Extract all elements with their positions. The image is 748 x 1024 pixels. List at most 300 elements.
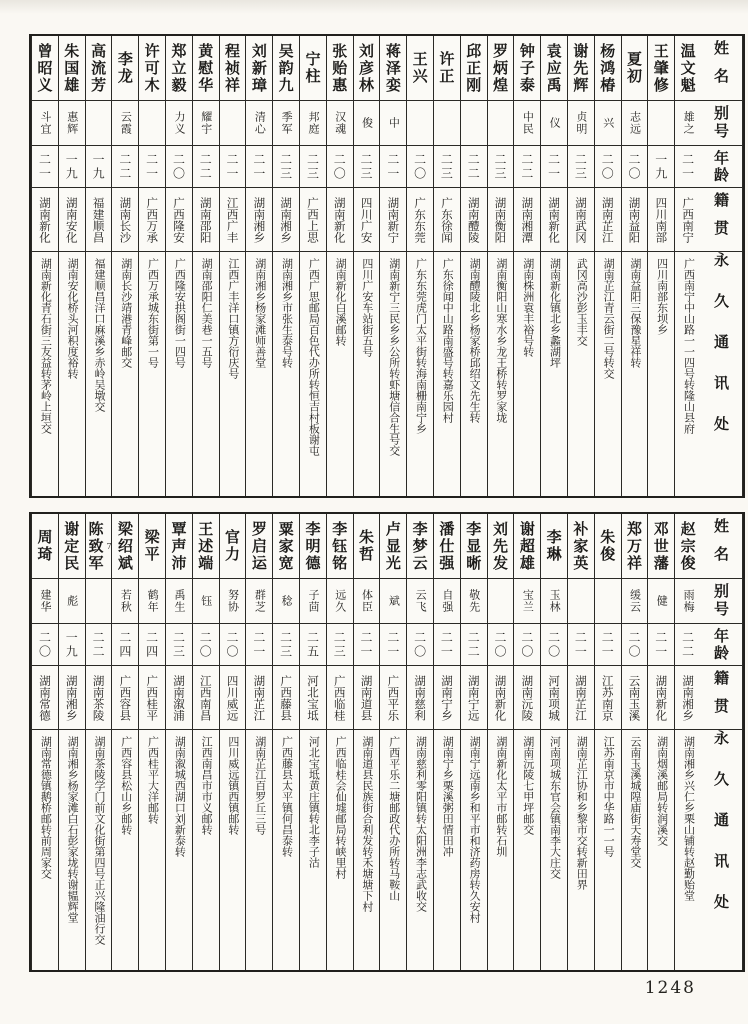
age-text: 一九 xyxy=(64,630,79,659)
person-column xyxy=(567,514,594,970)
age-text: 二〇 xyxy=(37,630,52,659)
address-text: 湖南沅陵七甲坪邮交 xyxy=(521,736,535,835)
age-text: 二三 xyxy=(171,630,186,659)
address-cell xyxy=(220,251,246,496)
address-cell xyxy=(622,729,648,970)
person-column xyxy=(58,514,85,970)
native-text: 湖南新化 xyxy=(547,196,562,243)
age-cell xyxy=(622,623,648,665)
name-cell xyxy=(648,36,674,100)
alias-cell xyxy=(246,578,272,623)
name-cell xyxy=(139,36,165,100)
name-text: 郑万祥 xyxy=(625,520,643,572)
alias-cell xyxy=(541,578,567,623)
address-text: 湖南安化桥头河积度裕转 xyxy=(66,258,80,379)
native-text: 湖南益阳 xyxy=(627,196,642,243)
name-cell xyxy=(488,36,514,100)
native-cell xyxy=(327,187,353,251)
native-cell xyxy=(488,665,514,729)
age-text: 二〇 xyxy=(412,630,427,659)
name-text: 钟子泰 xyxy=(517,42,536,94)
native-text: 湖南芷江 xyxy=(600,196,615,243)
name-cell xyxy=(86,36,112,100)
name-cell xyxy=(220,514,246,578)
alias-cell xyxy=(380,578,406,623)
header-name-cell xyxy=(701,36,742,100)
alias-cell xyxy=(300,578,326,623)
native-cell xyxy=(166,665,192,729)
alias-text: 云飞 xyxy=(414,589,428,613)
age-text: 二二 xyxy=(519,152,534,181)
age-cell xyxy=(675,623,701,665)
name-text: 吴韵九 xyxy=(276,42,295,94)
person-column xyxy=(326,514,353,970)
alias-text: 钰 xyxy=(199,595,213,607)
native-text: 湖南沅陵 xyxy=(520,674,535,721)
alias-cell xyxy=(622,578,648,623)
alias-text: 宝兰 xyxy=(521,589,535,613)
name-cell xyxy=(273,36,299,100)
age-cell xyxy=(461,145,487,187)
age-text: 二一 xyxy=(251,630,266,659)
person-column xyxy=(513,36,540,496)
age-text: 二二 xyxy=(117,152,132,181)
name-cell xyxy=(568,514,594,578)
name-text: 周琦 xyxy=(35,529,54,563)
address-text: 广西隆安拱阁街一四号 xyxy=(173,258,187,368)
native-text: 广西隆安 xyxy=(171,196,186,243)
age-text: 二一 xyxy=(385,152,400,181)
alias-cell xyxy=(461,578,487,623)
age-cell xyxy=(595,623,621,665)
name-cell xyxy=(407,514,433,578)
native-cell xyxy=(327,665,353,729)
age-cell xyxy=(220,145,246,187)
person-column xyxy=(567,36,594,496)
address-text: 湖南茶陵学门前文化街第四号正兴隆油行交 xyxy=(92,736,106,945)
alias-cell xyxy=(514,100,540,145)
address-text: 湖南宁远南乡和平市和济药房转久安村 xyxy=(468,736,482,923)
age-cell xyxy=(246,623,272,665)
address-text: 广西平乐二塘邮政代办所转马鞍山 xyxy=(387,736,401,901)
header-column xyxy=(701,36,743,496)
address-cell xyxy=(32,251,58,496)
address-cell xyxy=(514,729,540,970)
age-text: 二三 xyxy=(359,152,374,181)
alias-cell xyxy=(273,100,299,145)
alias-cell xyxy=(380,100,406,145)
alias-text: 努协 xyxy=(226,589,240,613)
address-cell xyxy=(246,729,272,970)
age-text: 二一 xyxy=(359,630,374,659)
alias-text: 兴 xyxy=(601,117,615,129)
native-cell xyxy=(220,665,246,729)
address-cell xyxy=(541,251,567,496)
address-cell xyxy=(112,729,138,970)
address-cell xyxy=(622,251,648,496)
address-cell xyxy=(648,729,674,970)
age-text: 二一 xyxy=(225,152,240,181)
address-text: 湖南醴陵北乡杨家桥邱绍文先生转 xyxy=(468,258,482,423)
alias-cell xyxy=(220,578,246,623)
native-cell xyxy=(648,665,674,729)
address-text: 广西广思邮局百色代办所转恒吉村板谢屯 xyxy=(307,258,321,456)
alias-text: 俊 xyxy=(360,117,374,129)
name-cell xyxy=(300,514,326,578)
name-text: 邓世藩 xyxy=(651,520,670,572)
person-column xyxy=(31,36,58,496)
address-text: 湖南道县民族街合利发转禾塘塘下村 xyxy=(360,736,374,912)
address-cell xyxy=(648,251,674,496)
age-text: 二〇 xyxy=(171,152,186,181)
native-text: 湖南湘乡 xyxy=(252,196,267,243)
age-text: 二三 xyxy=(439,152,454,181)
name-cell xyxy=(32,36,58,100)
age-cell xyxy=(86,145,112,187)
alias-cell xyxy=(434,100,460,145)
person-column xyxy=(540,36,567,496)
age-cell xyxy=(648,623,674,665)
page-number: 1248 xyxy=(644,978,696,998)
name-cell xyxy=(675,36,701,100)
native-text: 湖南邵阳 xyxy=(198,196,213,243)
native-text: 福建顺昌 xyxy=(91,196,106,243)
address-cell xyxy=(461,251,487,496)
native-text: 湖南道县 xyxy=(359,674,374,721)
address-text: 湖南溆城西湖口刘新泰转 xyxy=(173,736,187,857)
native-cell xyxy=(139,187,165,251)
address-cell xyxy=(380,251,406,496)
alias-text: 邦庭 xyxy=(306,111,320,135)
address-text: 湖南新化青石街三友益转茅岭上垣交 xyxy=(39,258,53,434)
name-text: 王肇修 xyxy=(651,42,670,94)
native-text: 广东徐闻 xyxy=(439,196,454,243)
person-column xyxy=(674,514,701,970)
alias-cell xyxy=(434,578,460,623)
name-cell xyxy=(86,514,112,578)
alias-text: 健 xyxy=(655,595,669,607)
native-text: 湖南茶陵 xyxy=(91,674,106,721)
person-column xyxy=(165,514,192,970)
name-cell xyxy=(568,36,594,100)
native-cell xyxy=(354,187,380,251)
address-text: 湖南湘乡市张生泰号转 xyxy=(280,258,294,368)
header-alias-cell xyxy=(701,100,742,145)
native-cell xyxy=(380,665,406,729)
alias-cell xyxy=(166,100,192,145)
person-column xyxy=(674,36,701,496)
native-cell xyxy=(434,665,460,729)
native-cell xyxy=(246,665,272,729)
address-text: 湖南湘乡兴仁乡栗山铺转赵勤贻堂 xyxy=(682,736,696,901)
address-text: 广东徐闻中山路南盛号转嘉乐园村 xyxy=(441,258,455,423)
native-cell xyxy=(514,665,540,729)
address-text: 河北宝坻黄庄镇转北李子沽 xyxy=(307,736,321,868)
address-cell xyxy=(675,729,701,970)
address-text: 湖南衡阳山寒水乡龙王桥转罗家垅 xyxy=(494,258,508,423)
header-age-cell xyxy=(701,145,742,187)
alias-cell xyxy=(220,100,246,145)
age-text: 二〇 xyxy=(627,152,641,181)
age-cell xyxy=(568,145,594,187)
address-cell xyxy=(568,251,594,496)
stray-mark: 7 xyxy=(106,541,112,551)
name-text: 谢定民 xyxy=(62,520,81,572)
address-text: 湖南芷江百罗丘三号 xyxy=(253,736,267,835)
alias-text: 汉魂 xyxy=(333,111,347,135)
native-text: 广西桂平 xyxy=(145,674,160,721)
alias-cell xyxy=(273,578,299,623)
header-native-cell xyxy=(701,665,742,729)
name-text: 郑立毅 xyxy=(169,42,188,94)
directory-table-bottom xyxy=(29,512,745,972)
native-text: 湖南新宁 xyxy=(386,196,401,243)
age-text: 二三 xyxy=(305,152,320,181)
alias-text: 自强 xyxy=(440,589,454,613)
age-cell xyxy=(622,145,648,187)
alias-cell xyxy=(595,100,621,145)
address-text: 广西容县松山乡邮转 xyxy=(119,736,133,835)
native-cell xyxy=(273,665,299,729)
native-text: 湖南宁远 xyxy=(466,674,481,721)
person-column xyxy=(245,36,272,496)
age-text: 二一 xyxy=(680,152,695,181)
native-text: 湖南芷江 xyxy=(573,674,588,721)
native-cell xyxy=(514,187,540,251)
name-cell xyxy=(59,514,85,578)
alias-text: 季军 xyxy=(280,111,294,135)
address-cell xyxy=(568,729,594,970)
name-text: 蒋泽娈 xyxy=(383,42,402,94)
address-text: 湖南湘乡杨家滩师善堂 xyxy=(253,258,267,368)
name-cell xyxy=(514,514,540,578)
native-text: 湖南湘乡 xyxy=(681,674,696,721)
person-column xyxy=(85,36,112,496)
address-cell xyxy=(112,251,138,496)
age-cell xyxy=(220,623,246,665)
native-text: 广西南宁 xyxy=(681,196,696,243)
age-text: 二〇 xyxy=(493,630,508,659)
age-text: 二一 xyxy=(251,152,266,181)
native-cell xyxy=(541,187,567,251)
age-text: 二三 xyxy=(332,630,347,659)
address-text: 江苏南京市中华路一一号 xyxy=(602,736,616,857)
person-column xyxy=(353,36,380,496)
native-cell xyxy=(541,665,567,729)
name-cell xyxy=(220,36,246,100)
alias-text: 禹生 xyxy=(172,589,186,613)
address-cell xyxy=(139,729,165,970)
header-age-cell xyxy=(701,623,742,665)
address-cell xyxy=(675,251,701,496)
native-text: 四川南部 xyxy=(654,196,669,243)
native-cell xyxy=(434,187,460,251)
alias-text: 远久 xyxy=(333,589,347,613)
name-text: 朱哲 xyxy=(357,529,376,563)
address-text: 湖南新化白溪邮转 xyxy=(334,258,348,346)
age-text: 二一 xyxy=(546,152,561,181)
name-cell xyxy=(246,514,272,578)
address-cell xyxy=(86,729,112,970)
address-cell xyxy=(434,251,460,496)
native-text: 湖南醴陵 xyxy=(466,196,481,243)
alias-text: 雨梅 xyxy=(682,589,696,613)
age-cell xyxy=(32,145,58,187)
address-cell xyxy=(407,251,433,496)
name-text: 邱正刚 xyxy=(464,42,483,94)
person-column xyxy=(138,36,165,496)
header-alias-label: 别号 xyxy=(712,583,730,619)
address-text: 湖南新化镇北乡蠡湖坪 xyxy=(548,258,562,368)
name-cell xyxy=(541,36,567,100)
alias-cell xyxy=(32,100,58,145)
age-text: 二二 xyxy=(680,630,695,659)
native-text: 湖南湘乡 xyxy=(279,196,294,243)
native-cell xyxy=(300,665,326,729)
alias-text: 斌 xyxy=(387,595,401,607)
age-text: 二〇 xyxy=(225,630,240,659)
alias-cell xyxy=(59,578,85,623)
name-text: 李钰铭 xyxy=(330,520,349,572)
age-cell xyxy=(488,145,514,187)
address-cell xyxy=(220,729,246,970)
address-cell xyxy=(193,729,219,970)
age-text: 二一 xyxy=(37,152,52,181)
alias-cell xyxy=(300,100,326,145)
native-cell xyxy=(59,665,85,729)
age-cell xyxy=(112,145,138,187)
native-text: 广西万承 xyxy=(145,196,160,243)
age-cell xyxy=(434,623,460,665)
header-alias-cell xyxy=(701,578,742,623)
name-cell xyxy=(112,514,138,578)
age-text: 二〇 xyxy=(412,152,427,181)
name-text: 覃声沛 xyxy=(169,520,188,572)
address-cell xyxy=(139,251,165,496)
name-text: 陈致军 xyxy=(86,520,105,572)
name-cell xyxy=(461,514,487,578)
address-text: 湖南烟溪邮局转润溪交 xyxy=(655,736,669,846)
age-cell xyxy=(541,623,567,665)
name-text: 王述端 xyxy=(196,520,215,572)
age-text: 二〇 xyxy=(198,630,213,659)
alias-text: 体臣 xyxy=(360,589,374,613)
person-column xyxy=(31,514,58,970)
header-column xyxy=(701,514,743,970)
alias-text: 斗宜 xyxy=(38,111,52,135)
alias-cell xyxy=(193,578,219,623)
name-text: 许正 xyxy=(437,51,456,85)
alias-cell xyxy=(488,100,514,145)
alias-cell xyxy=(139,100,165,145)
native-cell xyxy=(407,187,433,251)
native-text: 湖南长沙 xyxy=(118,196,133,243)
age-cell xyxy=(112,623,138,665)
age-text: 二〇 xyxy=(519,630,534,659)
header-address-cell xyxy=(701,251,742,496)
name-text: 谢超雄 xyxy=(517,520,536,572)
age-text: 一九 xyxy=(653,152,668,181)
address-text: 四川广安车站街五号 xyxy=(360,258,374,357)
header-native-label: 籍贯 xyxy=(712,191,730,248)
native-text: 广西容县 xyxy=(118,674,133,721)
person-column xyxy=(165,36,192,496)
person-column xyxy=(487,36,514,496)
address-text: 广东东莞虎门太平街转海南栅南宁乡 xyxy=(414,258,428,434)
age-cell xyxy=(273,623,299,665)
directory-table-top xyxy=(29,34,745,498)
name-cell xyxy=(622,514,648,578)
address-cell xyxy=(300,729,326,970)
person-column xyxy=(594,36,621,496)
header-age-label: 年龄 xyxy=(712,149,730,184)
name-text: 许可木 xyxy=(142,42,161,94)
alias-cell xyxy=(327,578,353,623)
name-text: 补家英 xyxy=(571,520,590,572)
address-text: 湖南芷江协和乡黎市交转新田界 xyxy=(575,736,589,890)
native-text: 江西南昌 xyxy=(198,674,213,721)
address-cell xyxy=(246,251,272,496)
name-cell xyxy=(595,36,621,100)
age-cell xyxy=(675,145,701,187)
alias-cell xyxy=(648,100,674,145)
address-text: 云南玉溪城隍庙街天寿堂交 xyxy=(628,736,642,868)
address-cell xyxy=(595,251,621,496)
native-text: 湖南芷江 xyxy=(252,674,267,721)
native-cell xyxy=(568,665,594,729)
address-cell xyxy=(32,729,58,970)
person-column xyxy=(406,36,433,496)
name-text: 李显晰 xyxy=(464,520,483,572)
native-text: 云南玉溪 xyxy=(627,674,642,721)
native-text: 江西广丰 xyxy=(225,196,240,243)
name-cell xyxy=(193,514,219,578)
native-text: 湖南湘乡 xyxy=(64,674,79,721)
person-column xyxy=(219,36,246,496)
header-alias-label: 别号 xyxy=(712,105,730,141)
name-cell xyxy=(648,514,674,578)
address-text: 江西南昌市市义邮转 xyxy=(200,736,214,835)
name-cell xyxy=(461,36,487,100)
name-text: 李琳 xyxy=(544,529,563,563)
header-address-label: 永久通讯处 xyxy=(712,730,730,935)
native-text: 湖南衡阳 xyxy=(493,196,508,243)
name-text: 官力 xyxy=(223,529,242,563)
name-cell xyxy=(380,514,406,578)
age-text: 二二 xyxy=(466,152,481,181)
person-column xyxy=(594,514,621,970)
age-text: 二一 xyxy=(573,630,588,659)
native-text: 广西上思 xyxy=(305,196,320,243)
age-cell xyxy=(193,145,219,187)
native-cell xyxy=(622,665,648,729)
native-cell xyxy=(59,187,85,251)
alias-text: 力义 xyxy=(172,111,186,135)
address-cell xyxy=(488,251,514,496)
age-cell xyxy=(461,623,487,665)
alias-cell xyxy=(32,578,58,623)
age-cell xyxy=(568,623,594,665)
address-text: 河南项城东官会镇南李大庄交 xyxy=(548,736,562,879)
person-column xyxy=(138,514,165,970)
name-text: 罗炳煌 xyxy=(491,42,510,94)
age-text: 二五 xyxy=(305,630,320,659)
native-text: 湖南慈利 xyxy=(413,674,428,721)
native-cell xyxy=(86,665,112,729)
native-text: 广西临桂 xyxy=(332,674,347,721)
address-text: 广西藤县太平镇何昌泰转 xyxy=(280,736,294,857)
native-cell xyxy=(461,187,487,251)
